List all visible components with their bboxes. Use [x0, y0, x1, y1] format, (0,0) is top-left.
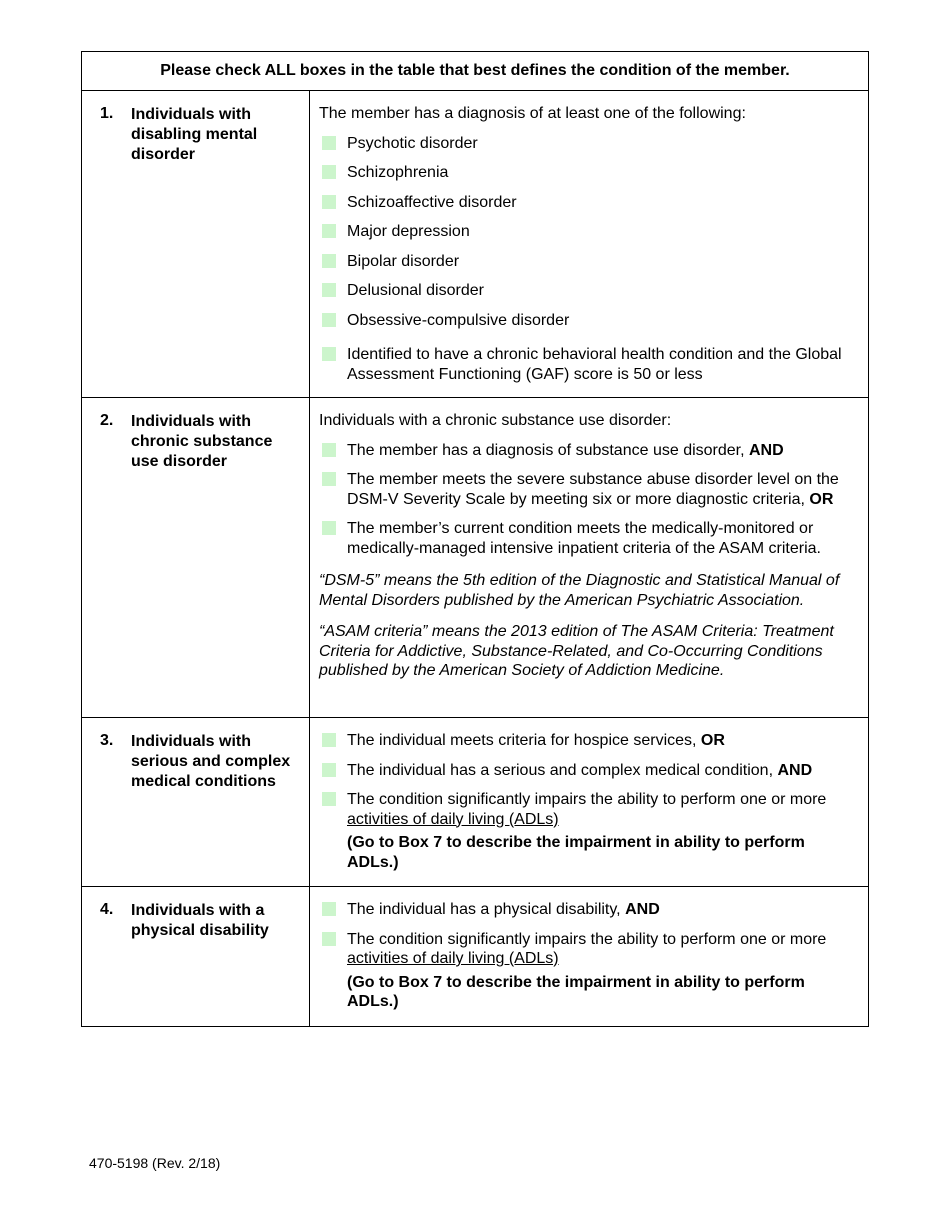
- checkbox[interactable]: [322, 283, 336, 297]
- goto-box-7-note: (Go to Box 7 to describe the impairment in ability to perform ADLs.): [347, 834, 805, 871]
- section-number: 3.: [100, 732, 114, 749]
- section-title: Individuals with disabling mental disorder: [131, 106, 258, 163]
- checkbox[interactable]: [322, 902, 336, 916]
- checkbox[interactable]: [322, 254, 336, 268]
- checkbox[interactable]: [322, 136, 336, 150]
- option-serious-medical: The individual has a serious and complex medical condition, AND: [319, 761, 858, 781]
- section-title: Individuals with chronic substance use disorder: [131, 413, 273, 470]
- section-1-content: [310, 91, 869, 398]
- option-psychotic-disorder: Psychotic disorder: [319, 134, 858, 154]
- section-4-label-cell: [82, 887, 310, 1027]
- section-2-label-cell: [82, 398, 310, 718]
- option-physical-disability: The individual has a physical disability, AND: [319, 900, 858, 920]
- option-hospice: The individual meets criteria for hospice services, OR: [319, 731, 858, 751]
- option-schizophrenia: Schizophrenia: [319, 163, 858, 183]
- checkbox[interactable]: [322, 347, 336, 361]
- section-title: Individuals with a physical disability: [131, 902, 269, 939]
- checkbox[interactable]: [322, 472, 336, 486]
- checkbox[interactable]: [322, 443, 336, 457]
- option-dsm-severity: The member meets the severe substance abuse disorder level on the DSM-V Severity Scale by meeting six or more diagnostic criteria, OR: [319, 470, 858, 509]
- goto-box-7-note: (Go to Box 7 to describe the impairment in ability to perform ADLs.): [347, 973, 805, 1010]
- option-bipolar-disorder: Bipolar disorder: [319, 252, 858, 272]
- section-number: 1.: [100, 105, 114, 122]
- checkbox[interactable]: [322, 165, 336, 179]
- checkbox[interactable]: [322, 195, 336, 209]
- section-4-row: [82, 887, 869, 1027]
- section-number: 2.: [100, 412, 114, 429]
- section-title: Individuals with serious and complex medical conditions: [131, 733, 291, 790]
- section-intro: The member has a diagnosis of at least one of the following:: [319, 105, 746, 122]
- dsm5-definition: “DSM-5” means the 5th edition of the Diagnostic and Statistical Manual of Mental Disorders published by the American Psychiatric Association.: [319, 572, 840, 609]
- section-1-label-cell: [82, 91, 310, 398]
- checkbox[interactable]: [322, 792, 336, 806]
- checkbox[interactable]: [322, 763, 336, 777]
- section-3-label-cell: [82, 718, 310, 887]
- checkbox[interactable]: [322, 521, 336, 535]
- section-3-row: [82, 718, 869, 887]
- form-number: 470-5198 (Rev. 2/18): [89, 1155, 221, 1171]
- checkbox[interactable]: [322, 224, 336, 238]
- section-1-row: [82, 91, 869, 398]
- option-ocd: Obsessive-compulsive disorder: [319, 311, 858, 331]
- section-number: 4.: [100, 901, 114, 918]
- option-schizoaffective-disorder: Schizoaffective disorder: [319, 193, 858, 213]
- option-sud-diagnosis: The member has a diagnosis of substance use disorder, AND: [319, 441, 858, 461]
- section-2-content: [310, 398, 869, 718]
- condition-table: [81, 51, 869, 1027]
- table-header: Please check ALL boxes in the table that best defines the condition of the member.: [82, 52, 869, 91]
- section-2-row: [82, 398, 869, 718]
- option-gaf-score: Identified to have a chronic behavioral health condition and the Global Assessment Functioning (GAF) score is 50 or less: [319, 345, 858, 384]
- option-major-depression: Major depression: [319, 222, 858, 242]
- checkbox[interactable]: [322, 313, 336, 327]
- checkbox[interactable]: [322, 932, 336, 946]
- option-adl-impairment: The condition significantly impairs the ability to perform one or more activities of daily living (ADLs): [319, 930, 858, 969]
- option-delusional-disorder: Delusional disorder: [319, 281, 858, 301]
- option-adl-impairment: The condition significantly impairs the ability to perform one or more activities of daily living (ADLs): [319, 790, 858, 829]
- checkbox[interactable]: [322, 733, 336, 747]
- asam-definition: “ASAM criteria” means the 2013 edition of The ASAM Criteria: Treatment Criteria for Addictive, Substance-Related, and Co-Occurring Conditions published by the American Society of Addiction Medicine.: [319, 623, 834, 679]
- section-4-content: [310, 887, 869, 1027]
- option-asam-inpatient: The member’s current condition meets the medically-monitored or medically-managed intensive inpatient criteria of the ASAM criteria.: [319, 519, 858, 558]
- section-3-content: [310, 718, 869, 887]
- section-intro: Individuals with a chronic substance use disorder:: [319, 412, 672, 429]
